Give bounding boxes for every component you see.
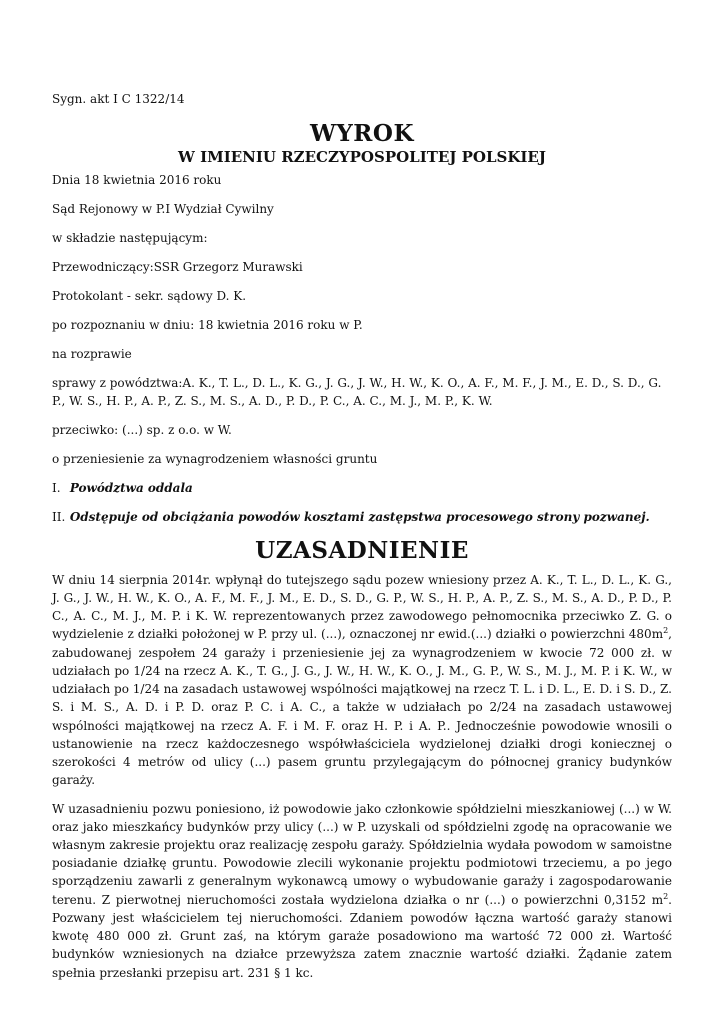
court-line: Sąd Rejonowy w P.I Wydział Cywilny [52,202,274,217]
ruling-point-1 [52,479,672,497]
session-line: na rozprawie [52,347,132,362]
plaintiffs-line: sprawy z powództwa:A. K., T. L., D. L., K. G., J. G., J. W., H. W., K. O., A. F., M. F., J. M., E. D., S. D., G. P., W. S., H. P., A. P., Z. S., M. S., A. D., P. D., P. C., A. C., M. J., M. P., K. W. [52,376,662,409]
subject-line: o przeniesienie za wynagrodzeniem własności gruntu [52,452,378,467]
justification-paragraph-1 [52,571,672,790]
chair-line: Przewodniczący:SSR Grzegorz Murawski [52,260,303,275]
ruling-point-number: I. [52,481,61,496]
paragraph-text: , zabudowanej zespołem 24 garaży i przeniesienie jej za wynagrodzeniem w kwocie 72 000 zł. w udziałach po 1/24 na rzecz A. K., T. G., J. G., J. W., H. W., K. O., J. M., G. P., W. S., M. J., M. P. i K. W., w udziałach po 1/24 na zasadach ustawowej wspólności majątkowej na rzecz T. L. i D. L., E. D. i S. D., Z. S. i M. S., A. D. i P. D. oraz P. C. i A. C., a także w udziałach po 2/24 na zasadach ustawowej wspólności majątkowej na rzecz A. F. i M. F. oraz H. P. i A. P.. Jednocześnie powodowie wnosili o ustanowienie na rzecz każdoczesnego współwłaściciela wydzielonej działki drogi koniecznej o szerokości 4 metrów od ulicy (...) pasem gruntu przylegającym do północnej granicy budynków garaży. [52,627,672,788]
clerk-line: Protokolant - sekr. sądowy D. K. [52,289,247,304]
paragraph-text: W uzasadnieniu pozwu poniesiono, iż powodowie jako członkowie spółdzielni mieszkaniowej (...) w W. oraz jako mieszkańcy budynków przy ulicy (...) w P. uzyskali od spółdzielni zgodę na opracowanie we własnym zakresie projektu oraz realizację zespołu garaży. Spółdzielnia wydała powodom w samoistne posiadanie działkę gruntu. Powodowie zlecili wykonanie projektu podmiotowi trzeciemu, a po jego sporządzeniu zawarli z generalnym wykonawcą umowy o wybudowanie garaży i zagospodarowanie terenu. Z pierwotnej nieruchomości została wydzielona działka o nr (...) o powierzchni 0,3152 m [52,801,672,907]
justification-title: UZASADNIENIE [255,537,469,565]
document-title: WYROK [310,120,414,147]
hearing-line: po rozpoznaniu w dniu: 18 kwietnia 2016 roku w P. [52,318,363,333]
paragraph-text: W dniu 14 sierpnia 2014r. wpłynął do tutejszego sądu pozew wniesiony przez A. K., T. L., D. L., K. G., J. G., J. W., H. W., K. O., A. F., M. F., J. M., E. D., S. D., G. P., W. S., H. P., A. P., Z. S., M. S., A. D., P. D., P. C., A. C., M. J., M. P. i K. W. reprezentowanych przez zawodowego pełnomocnika przeciwko Z. G. o wydzielenie z działki położonej w P. przy ul. (...), oznaczonej nr ewid.(...) działki o powierzchni 480m [52,572,672,642]
superscript: 2 [663,626,669,636]
document-subtitle: W IMIENIU RZECZYPOSPOLITEJ POLSKIEJ [178,147,546,166]
ruling-point-text: Odstępuje od obciążania powodów kosztami zastępstwa procesowego strony pozwanej. [69,510,650,525]
superscript: 2 [663,891,669,901]
ruling-point-2 [52,508,672,526]
justification-paragraph-2 [52,800,672,982]
document-page [52,90,672,992]
case-signature: Sygn. akt I C 1322/14 [52,92,185,106]
composition-line: w składzie następującym: [52,231,208,246]
ruling-point-number: II. [52,510,66,525]
paragraph-text: . Pozwany jest właścicielem tej nieruchomości. Zdaniem powodów łączna wartość garaży stanowi kwotę 480 000 zł. Grunt zaś, na którym garaże posadowiono ma wartość 72 000 zł. Wartość budynków wzniesionych na działce przewyższa zatem znacznie wartość działki. Żądanie zatem spełnia przesłanki przepisu art. 231 § 1 kc. [52,892,672,980]
date-line: Dnia 18 kwietnia 2016 roku [52,173,222,188]
ruling-point-text: Powództwa oddala [69,481,193,496]
defendant-line: przeciwko: (...) sp. z o.o. w W. [52,423,232,438]
